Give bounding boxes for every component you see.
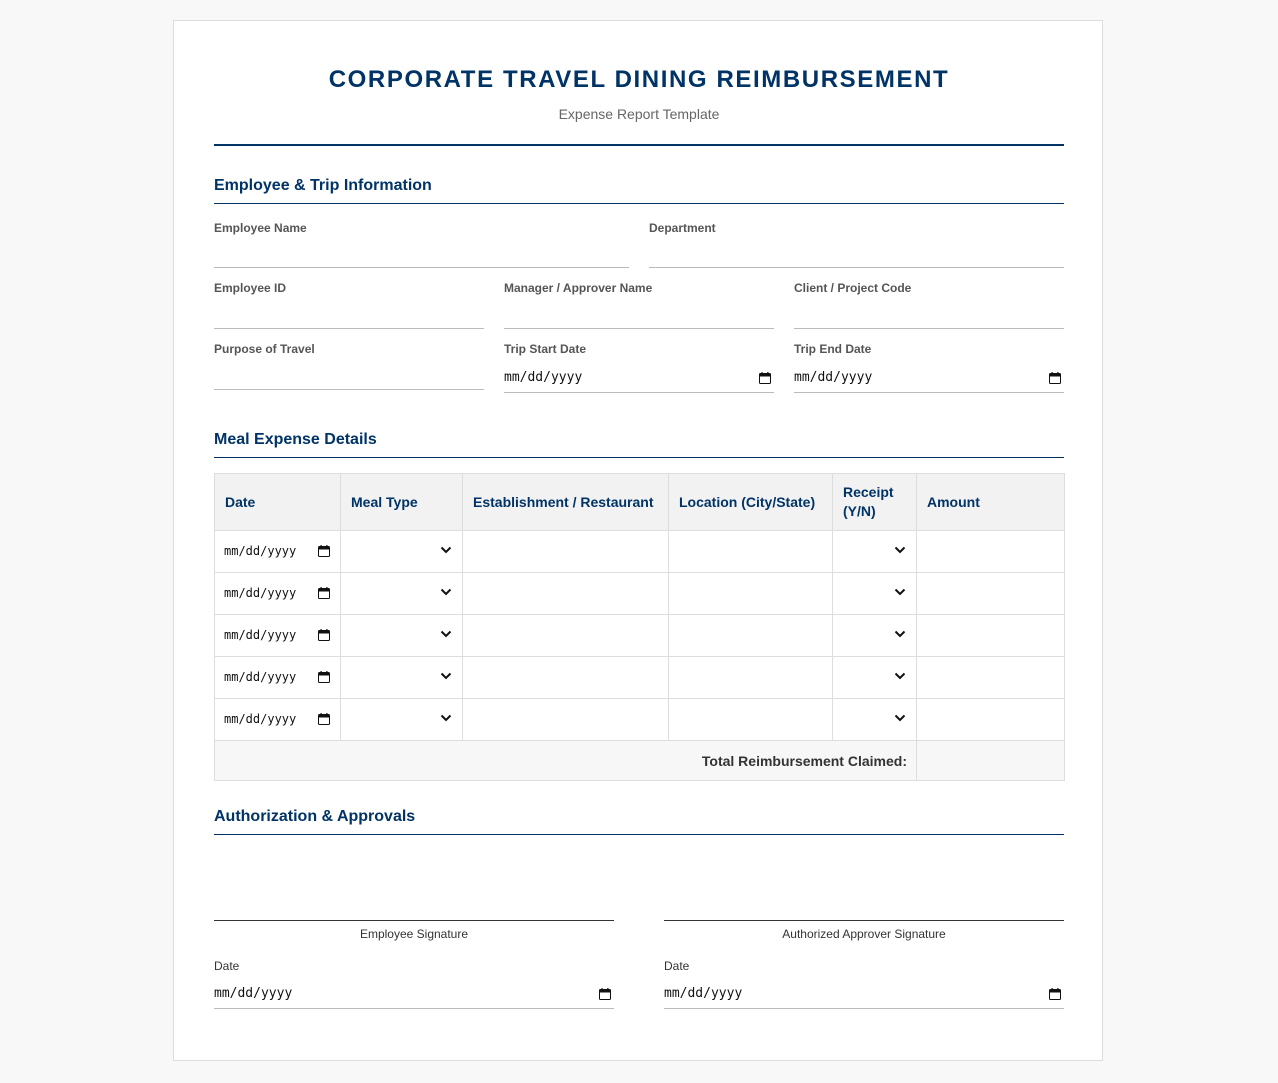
table-row (215, 615, 1065, 657)
calendar-icon[interactable] (318, 671, 330, 683)
chevron-down-icon[interactable] (894, 546, 906, 554)
page-title: CORPORATE TRAVEL DINING REIMBURSEMENT (328, 66, 950, 93)
establishment-cell[interactable] (463, 573, 669, 615)
trip-start-label: Trip Start Date (504, 342, 587, 356)
row-date-input[interactable] (224, 670, 330, 684)
chevron-down-icon[interactable] (894, 630, 906, 638)
table-row (215, 573, 1065, 615)
expense-report-sheet (173, 20, 1103, 1061)
manager-name-label: Manager / Approver Name (504, 281, 653, 295)
meal-type-select[interactable] (341, 657, 463, 699)
date-cell[interactable] (215, 615, 341, 657)
date-cell[interactable] (215, 531, 341, 573)
location-cell[interactable] (669, 531, 833, 573)
location-cell[interactable] (669, 657, 833, 699)
calendar-icon[interactable] (318, 713, 330, 725)
calendar-icon[interactable] (318, 629, 330, 641)
trip-end-label: Trip End Date (794, 342, 872, 356)
total-amount (917, 741, 1065, 781)
meal-type-select[interactable] (341, 573, 463, 615)
employee-name-input[interactable] (214, 242, 629, 268)
receipt-select[interactable] (833, 615, 917, 657)
receipt-select[interactable] (833, 657, 917, 699)
project-code-field (794, 281, 1064, 329)
purpose-input[interactable] (214, 364, 484, 390)
department-field (649, 221, 1064, 269)
trip-start-date-input[interactable] (504, 365, 774, 393)
approver-sign-date-input[interactable] (664, 981, 1064, 1009)
table-row (215, 657, 1065, 699)
page-subtitle: Expense Report Template (558, 106, 720, 122)
row-date-placeholder: mm/dd/yyyy (224, 712, 297, 726)
manager-name-input[interactable] (504, 303, 774, 329)
calendar-icon[interactable] (1049, 372, 1061, 384)
section-title-authorization: Authorization & Approvals (214, 808, 1064, 835)
amount-cell[interactable] (917, 573, 1065, 615)
employee-sign-date-field (214, 959, 614, 1011)
total-label: Total Reimbursement Claimed: (215, 741, 917, 781)
row-date-input[interactable] (224, 586, 330, 600)
employee-name-field (214, 221, 629, 269)
department-input[interactable] (649, 242, 1064, 268)
chevron-down-icon[interactable] (894, 588, 906, 596)
approver-sign-date-field (664, 959, 1064, 1011)
row-date-placeholder: mm/dd/yyyy (224, 544, 297, 558)
column-header-date: Date (215, 474, 341, 531)
establishment-cell[interactable] (463, 699, 669, 741)
purpose-field (214, 342, 484, 390)
approver-sign-date-placeholder: mm/dd/yyyy (664, 986, 743, 1001)
table-header-row (215, 474, 1065, 531)
chevron-down-icon[interactable] (440, 546, 452, 554)
employee-signature-caption: Employee Signature (359, 927, 469, 941)
column-header-location: Location (City/State) (669, 474, 833, 531)
establishment-cell[interactable] (463, 615, 669, 657)
purpose-label: Purpose of Travel (214, 342, 315, 356)
calendar-icon[interactable] (318, 587, 330, 599)
location-cell[interactable] (669, 615, 833, 657)
calendar-icon[interactable] (1049, 988, 1061, 1000)
trip-end-date-input[interactable] (794, 365, 1064, 393)
table-row (215, 531, 1065, 573)
amount-cell[interactable] (917, 657, 1065, 699)
chevron-down-icon[interactable] (894, 714, 906, 722)
receipt-select[interactable] (833, 573, 917, 615)
amount-cell[interactable] (917, 699, 1065, 741)
column-header-establishment: Establishment / Restaurant (463, 474, 669, 531)
employee-name-label: Employee Name (214, 221, 307, 235)
trip-start-date-placeholder: mm/dd/yyyy (504, 370, 583, 385)
row-date-placeholder: mm/dd/yyyy (224, 586, 297, 600)
meal-expense-table (214, 473, 1065, 781)
employee-id-input[interactable] (214, 303, 484, 329)
establishment-cell[interactable] (463, 531, 669, 573)
table-row (215, 699, 1065, 741)
employee-id-label: Employee ID (214, 281, 287, 295)
row-date-input[interactable] (224, 712, 330, 726)
trip-end-field (794, 342, 1064, 394)
approver-sign-date-label: Date (664, 959, 690, 973)
chevron-down-icon[interactable] (894, 672, 906, 680)
header-divider (214, 144, 1064, 146)
amount-cell[interactable] (917, 615, 1065, 657)
date-cell[interactable] (215, 699, 341, 741)
employee-sign-date-input[interactable] (214, 981, 614, 1009)
calendar-icon[interactable] (759, 372, 771, 384)
location-cell[interactable] (669, 573, 833, 615)
approver-signature-caption: Authorized Approver Signature (782, 927, 946, 941)
meal-type-select[interactable] (341, 615, 463, 657)
calendar-icon[interactable] (318, 545, 330, 557)
chevron-down-icon[interactable] (440, 588, 452, 596)
column-header-meal-type: Meal Type (341, 474, 463, 531)
row-date-input[interactable] (224, 628, 330, 642)
employee-signature-line[interactable] (214, 920, 614, 921)
receipt-select[interactable] (833, 531, 917, 573)
manager-name-field (504, 281, 774, 329)
trip-start-field (504, 342, 774, 394)
column-header-amount: Amount (917, 474, 1065, 531)
department-label: Department (649, 221, 716, 235)
total-row (215, 741, 1065, 781)
column-header-receipt: Receipt (Y/N) (833, 474, 917, 531)
establishment-cell[interactable] (463, 657, 669, 699)
amount-cell[interactable] (917, 531, 1065, 573)
trip-end-date-placeholder: mm/dd/yyyy (794, 370, 873, 385)
receipt-select[interactable] (833, 699, 917, 741)
employee-id-field (214, 281, 484, 329)
row-date-placeholder: mm/dd/yyyy (224, 628, 297, 642)
date-cell[interactable] (215, 573, 341, 615)
employee-sign-date-label: Date (214, 959, 240, 973)
project-code-label: Client / Project Code (794, 281, 912, 295)
meal-type-select[interactable] (341, 531, 463, 573)
row-date-input[interactable] (224, 544, 330, 558)
date-cell[interactable] (215, 657, 341, 699)
meal-type-select[interactable] (341, 699, 463, 741)
location-cell[interactable] (669, 699, 833, 741)
project-code-input[interactable] (794, 303, 1064, 329)
approver-signature-line[interactable] (664, 920, 1064, 921)
chevron-down-icon[interactable] (440, 714, 452, 722)
section-title-meal-expenses: Meal Expense Details (214, 431, 1064, 458)
calendar-icon[interactable] (599, 988, 611, 1000)
section-title-employee-trip: Employee & Trip Information (214, 177, 1064, 204)
employee-sign-date-placeholder: mm/dd/yyyy (214, 986, 293, 1001)
chevron-down-icon[interactable] (440, 672, 452, 680)
row-date-placeholder: mm/dd/yyyy (224, 670, 297, 684)
chevron-down-icon[interactable] (440, 630, 452, 638)
